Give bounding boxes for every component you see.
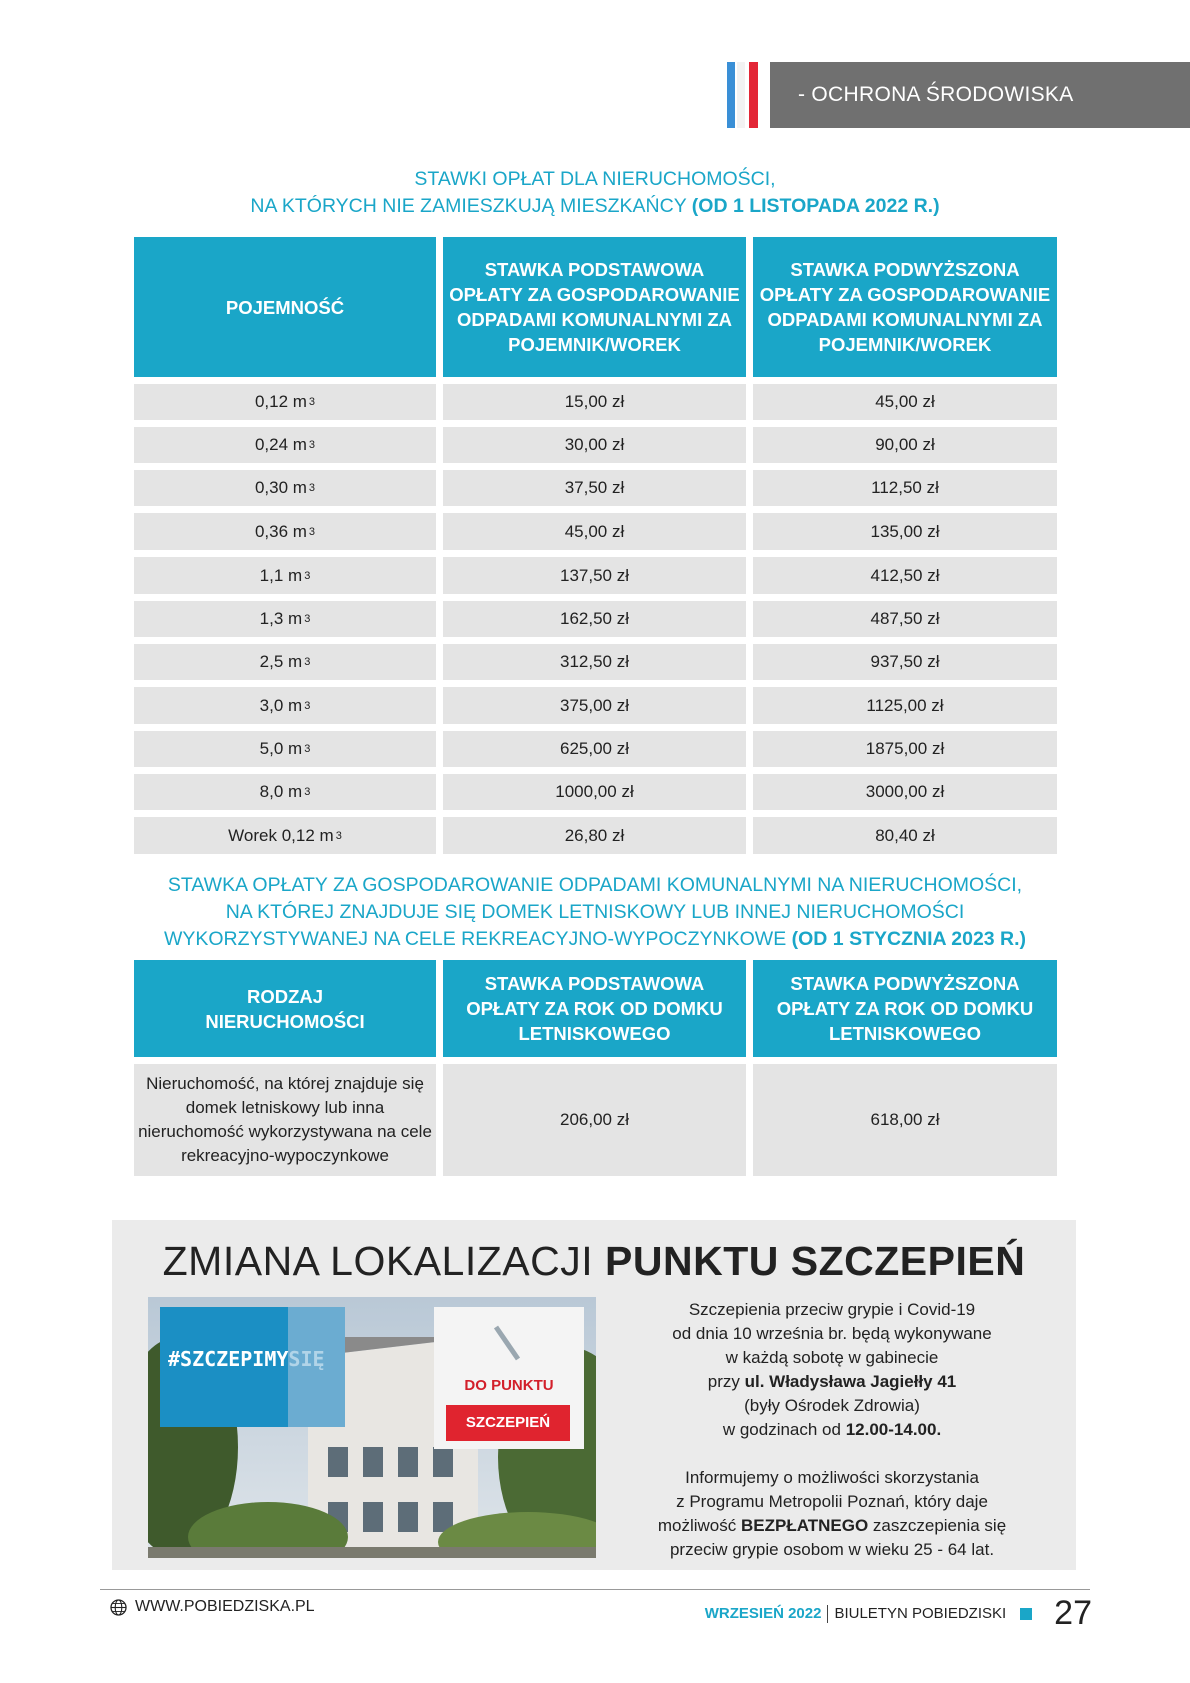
table2-title-line1: STAWKA OPŁATY ZA GOSPODAROWANIE ODPADAMI KOMUNALNYMI NA NIERUCHOMOŚCI, — [167, 874, 1023, 896]
footer-divider — [100, 1589, 1090, 1590]
stripe-white — [737, 62, 745, 128]
table-row — [134, 470, 1057, 506]
basic-rate-cell-text: 26,80 zł — [564, 825, 625, 845]
increased-rate-cell — [753, 774, 1057, 810]
capacity-cell: 5,0 m 3 — [134, 731, 436, 767]
banner-hashtag-tail: SIĘ — [288, 1347, 325, 1371]
table-row — [134, 817, 1057, 854]
basic-rate-cell-text: 312,50 zł — [560, 652, 629, 671]
capacity-cell-text: 0,12 m — [254, 392, 307, 411]
table2-title-line2: NA KTÓREJ ZNAJDUJE SIĘ DOMEK LETNISKOWY LUB INNEJ NIERUCHOMOŚCI — [225, 901, 965, 923]
basic-rate-cell-text: 30,00 zł — [564, 435, 625, 454]
vax-p1-l4 — [620, 1370, 1044, 1394]
table2-title-date: (OD 1 STYCZNIA 2023 R.) — [791, 928, 1027, 950]
vax-p2-l3 — [620, 1514, 1044, 1538]
basic-rate-cell — [443, 470, 746, 506]
page-number: 27 — [1054, 1594, 1092, 1632]
increased-annual-rate-cell: 618,00 zł — [753, 1064, 1057, 1176]
table-row — [134, 513, 1057, 550]
capacity-cell-text: 1,1 m — [259, 565, 303, 585]
increased-rate-cell-text: 412,50 zł — [870, 565, 940, 585]
increased-rate-cell — [753, 513, 1057, 550]
increased-rate-cell-text: 45,00 zł — [875, 392, 935, 411]
globe-icon — [110, 1599, 127, 1616]
vaccination-notice — [112, 1220, 1076, 1570]
header-basic-annual-rate: STAWKA PODSTAWOWA OPŁATY ZA ROK OD DOMKU LETNISKOWEGO — [443, 960, 746, 1057]
increased-rate-cell — [753, 427, 1057, 463]
basic-rate-cell-text: 15,00 zł — [564, 392, 625, 411]
vax-free: BEZPŁATNEGO — [740, 1516, 869, 1535]
table1-title-line2-text: NA KTÓRYCH NIE ZAMIESZKUJĄ MIESZKAŃCY — [250, 195, 687, 217]
capacity-cell-text: 3,0 m — [259, 695, 303, 715]
footer-square-icon — [1020, 1608, 1032, 1620]
vax-p2-l2: z Programu Metropolii Poznań, który daje — [676, 1492, 988, 1511]
capacity-cell: Worek 0,12 m 3 — [134, 817, 436, 854]
rates-table-body — [134, 384, 1057, 854]
basic-rate-cell — [443, 427, 746, 463]
vax-p1-l1: Szczepienia przeciw grypie i Covid-19 — [688, 1300, 976, 1319]
table-row — [134, 601, 1057, 637]
table1-title — [0, 166, 1190, 220]
increased-rate-cell — [753, 384, 1057, 420]
vax-p1-l3: w każdą sobotę w gabinecie — [725, 1348, 939, 1367]
basic-rate-cell — [443, 601, 746, 637]
footer-issue-info — [705, 1594, 1092, 1633]
increased-rate-cell — [753, 557, 1057, 594]
stripe-blue — [727, 62, 735, 128]
table-row — [134, 774, 1057, 810]
basic-rate-cell — [443, 731, 746, 767]
basic-rate-cell-text: 37,50 zł — [564, 478, 625, 497]
capacity-cell-text: 2,5 m — [259, 652, 303, 671]
increased-rate-cell-text: 937,50 zł — [870, 652, 940, 671]
capacity-cell: 0,30 m 3 — [134, 470, 436, 506]
capacity-cell: 8,0 m 3 — [134, 774, 436, 810]
table-row — [134, 557, 1057, 594]
capacity-cell: 0,24 m 3 — [134, 427, 436, 463]
increased-rate-cell — [753, 817, 1057, 854]
basic-rate-cell — [443, 384, 746, 420]
basic-rate-cell — [443, 774, 746, 810]
increased-rate-cell — [753, 687, 1057, 724]
vax-p2-l1: Informujemy o możliwości skorzystania — [685, 1468, 979, 1487]
table2-title-line3 — [0, 926, 1190, 953]
increased-rate-cell — [753, 601, 1057, 637]
increased-rate-cell-text: 112,50 zł — [871, 478, 939, 497]
table-row — [134, 644, 1057, 680]
table1-title-date: (OD 1 LISTOPADA 2022 R.) — [691, 195, 940, 217]
vax-p1-l2: od dnia 10 września br. będą wykonywane — [672, 1324, 992, 1343]
capacity-cell-text: 8,0 m — [259, 782, 303, 801]
basic-rate-cell-text: 1000,00 zł — [555, 782, 634, 801]
table2-title — [0, 872, 1190, 953]
vaccination-photo — [148, 1297, 596, 1558]
section-title: - OCHRONA ŚRODOWISKA — [798, 83, 1074, 106]
vax-p2-l4: przeciw grypie osobom w wieku 25 - 64 lat. — [669, 1540, 995, 1559]
header-basic-rate: STAWKA PODSTAWOWA OPŁATY ZA GOSPODAROWANIE ODPADAMI KOMUNALNYMI ZA POJEMNIK/WOREK — [443, 237, 746, 377]
vax-hours-pre: w godzinach od — [722, 1420, 841, 1439]
vax-spacer — [620, 1442, 1044, 1466]
vax-p1-l6 — [620, 1418, 1044, 1442]
section-tab — [770, 62, 1190, 128]
basic-rate-cell-text: 375,00 zł — [560, 695, 629, 715]
table1-title-line1: STAWKI OPŁAT DLA NIERUCHOMOŚCI, — [414, 168, 776, 190]
increased-rate-cell — [753, 731, 1057, 767]
increased-rate-cell — [753, 644, 1057, 680]
basic-rate-cell — [443, 644, 746, 680]
vaccination-title-thin: ZMIANA LOKALIZACJI — [162, 1238, 594, 1284]
basic-rate-cell — [443, 687, 746, 724]
increased-rate-cell-text: 487,50 zł — [870, 609, 940, 628]
capacity-cell-text: 1,3 m — [259, 609, 303, 628]
basic-annual-rate-cell: 206,00 zł — [443, 1064, 746, 1176]
summer-house-table-header — [134, 960, 1057, 1057]
capacity-cell-text: 5,0 m — [259, 739, 303, 758]
capacity-cell-text: Worek 0,12 m — [228, 825, 334, 845]
increased-rate-cell-text: 80,40 zł — [875, 825, 935, 845]
vax-free-pre: możliwość — [657, 1516, 737, 1535]
table-row — [134, 687, 1057, 724]
vaccination-title — [112, 1238, 1076, 1285]
capacity-cell: 1,1 m 3 — [134, 557, 436, 594]
vax-address-pre: przy — [707, 1372, 740, 1391]
header-capacity: POJEMNOŚĆ — [134, 237, 436, 377]
stripe-red — [749, 62, 758, 128]
header-increased-rate: STAWKA PODWYŻSZONA OPŁATY ZA GOSPODAROWANIE ODPADAMI KOMUNALNYMI ZA POJEMNIK/WOREK — [753, 237, 1057, 377]
summer-house-row — [134, 1064, 1057, 1176]
capacity-cell: 3,0 m 3 — [134, 687, 436, 724]
banner-hashtag — [168, 1347, 325, 1371]
header-property-type: RODZAJ NIERUCHOMOŚCI — [134, 960, 436, 1057]
rates-table-header — [134, 237, 1057, 377]
footer-website[interactable] — [110, 1598, 315, 1616]
increased-rate-cell-text: 3000,00 zł — [865, 782, 945, 801]
table1-title-line2 — [0, 193, 1190, 220]
vax-hours: 12.00-14.00. — [845, 1420, 942, 1439]
increased-rate-cell — [753, 470, 1057, 506]
increased-rate-cell-text: 1875,00 zł — [865, 739, 945, 758]
rates-table — [134, 237, 1057, 861]
capacity-cell-text: 0,30 m — [254, 478, 307, 497]
basic-rate-cell-text: 137,50 zł — [560, 565, 629, 585]
capacity-cell-text: 0,36 m — [254, 521, 307, 541]
summer-house-table — [134, 960, 1057, 1183]
table2-title-line3-text: WYKORZYSTYWANEJ NA CELE REKREACYJNO-WYPOCZYNKOWE — [163, 928, 787, 950]
increased-rate-cell-text: 1125,00 zł — [866, 695, 944, 715]
footer-issue: WRZESIEŃ 2022 — [704, 1605, 822, 1622]
sign-line1: DO PUNKTU — [464, 1377, 554, 1394]
vaccination-title-bold: PUNKTU SZCZEPIEŃ — [605, 1238, 1026, 1284]
increased-rate-cell-text: 90,00 zł — [875, 435, 935, 454]
vaccination-text — [620, 1298, 1044, 1562]
capacity-cell: 2,5 m 3 — [134, 644, 436, 680]
sign-line2: SZCZEPIEŃ — [465, 1414, 551, 1431]
basic-rate-cell — [443, 817, 746, 854]
table-row — [134, 384, 1057, 420]
basic-rate-cell-text: 625,00 zł — [560, 739, 629, 758]
table-row — [134, 731, 1057, 767]
capacity-cell-text: 0,24 m — [254, 435, 307, 454]
basic-rate-cell — [443, 513, 746, 550]
vax-free-post: zaszczepienia się — [872, 1516, 1007, 1535]
footer-publication: BIULETYN POBIEDZISKI — [834, 1605, 1007, 1622]
capacity-cell: 1,3 m 3 — [134, 601, 436, 637]
vax-address: ul. Władysława Jagiełły 41 — [744, 1372, 957, 1391]
header-increased-annual-rate: STAWKA PODWYŻSZONA OPŁATY ZA ROK OD DOMKU LETNISKOWEGO — [753, 960, 1057, 1057]
footer-website-text: WWW.POBIEDZISKA.PL — [135, 1598, 315, 1615]
vax-p1-l5: (były Ośrodek Zdrowia) — [744, 1396, 920, 1415]
footer-separator — [827, 1605, 828, 1623]
property-type-cell: Nieruchomość, na której znajduje się domek letniskowy lub inna nieruchomość wykorzystywana na cele rekreacyjno-wypoczynkowe — [134, 1064, 436, 1176]
capacity-cell: 0,36 m 3 — [134, 513, 436, 550]
basic-rate-cell-text: 162,50 zł — [560, 609, 629, 628]
increased-rate-cell-text: 135,00 zł — [870, 521, 940, 541]
capacity-cell: 0,12 m 3 — [134, 384, 436, 420]
banner-hashtag-main: #SZCZEPIMY — [168, 1347, 289, 1371]
basic-rate-cell-text: 45,00 zł — [564, 521, 625, 541]
basic-rate-cell — [443, 557, 746, 594]
table-row — [134, 427, 1057, 463]
